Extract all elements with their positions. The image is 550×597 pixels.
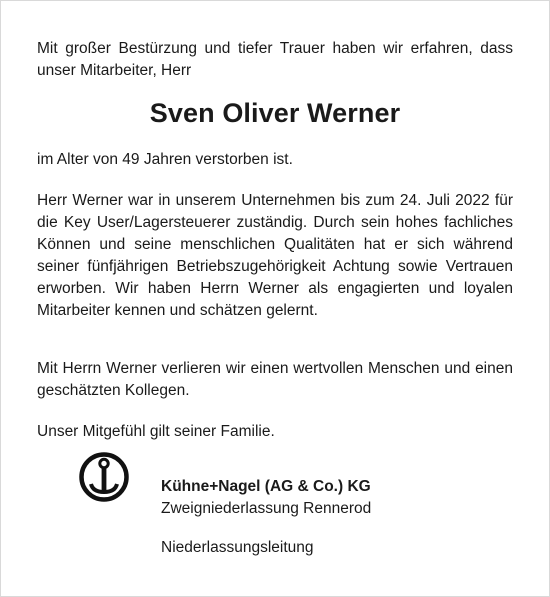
loss-paragraph: Mit Herrn Werner verlieren wir einen wertvollen Menschen und einen geschätzten Kollegen. xyxy=(37,360,513,399)
company-name: Kühne+Nagel (AG & Co.) KG xyxy=(161,478,371,495)
company-block xyxy=(161,476,371,520)
age-line: im Alter von 49 Jahren verstorben ist. xyxy=(37,151,293,168)
sympathy-line: Unser Mitgefühl gilt seiner Familie. xyxy=(37,423,275,440)
deceased-name: Sven Oliver Werner xyxy=(149,98,401,128)
company-branch: Zweigniederlassung Rennerod xyxy=(161,500,372,517)
intro-text: Mit großer Bestürzung und tiefer Trauer haben wir erfahren, dass unser Mitarbeiter, Herr xyxy=(37,40,513,79)
body-paragraph: Herr Werner war in unserem Unternehmen bis zum 24. Juli 2022 für die Key User/Lagersteuerer zuständig. Durch sein hohes fachliches Können und seine menschlichen Qualitäten hat er sich während seiner fünfjährigen Betriebszugehörigkeit Achtung sowie Vertrauen erworben. Wir haben Herrn Werner als engagierten und loyalen Mitarbeiter kennen und schätzen gelernt. xyxy=(37,192,513,319)
signatory: Niederlassungsleitung xyxy=(161,539,314,556)
anchor-circle-logo xyxy=(78,451,130,503)
